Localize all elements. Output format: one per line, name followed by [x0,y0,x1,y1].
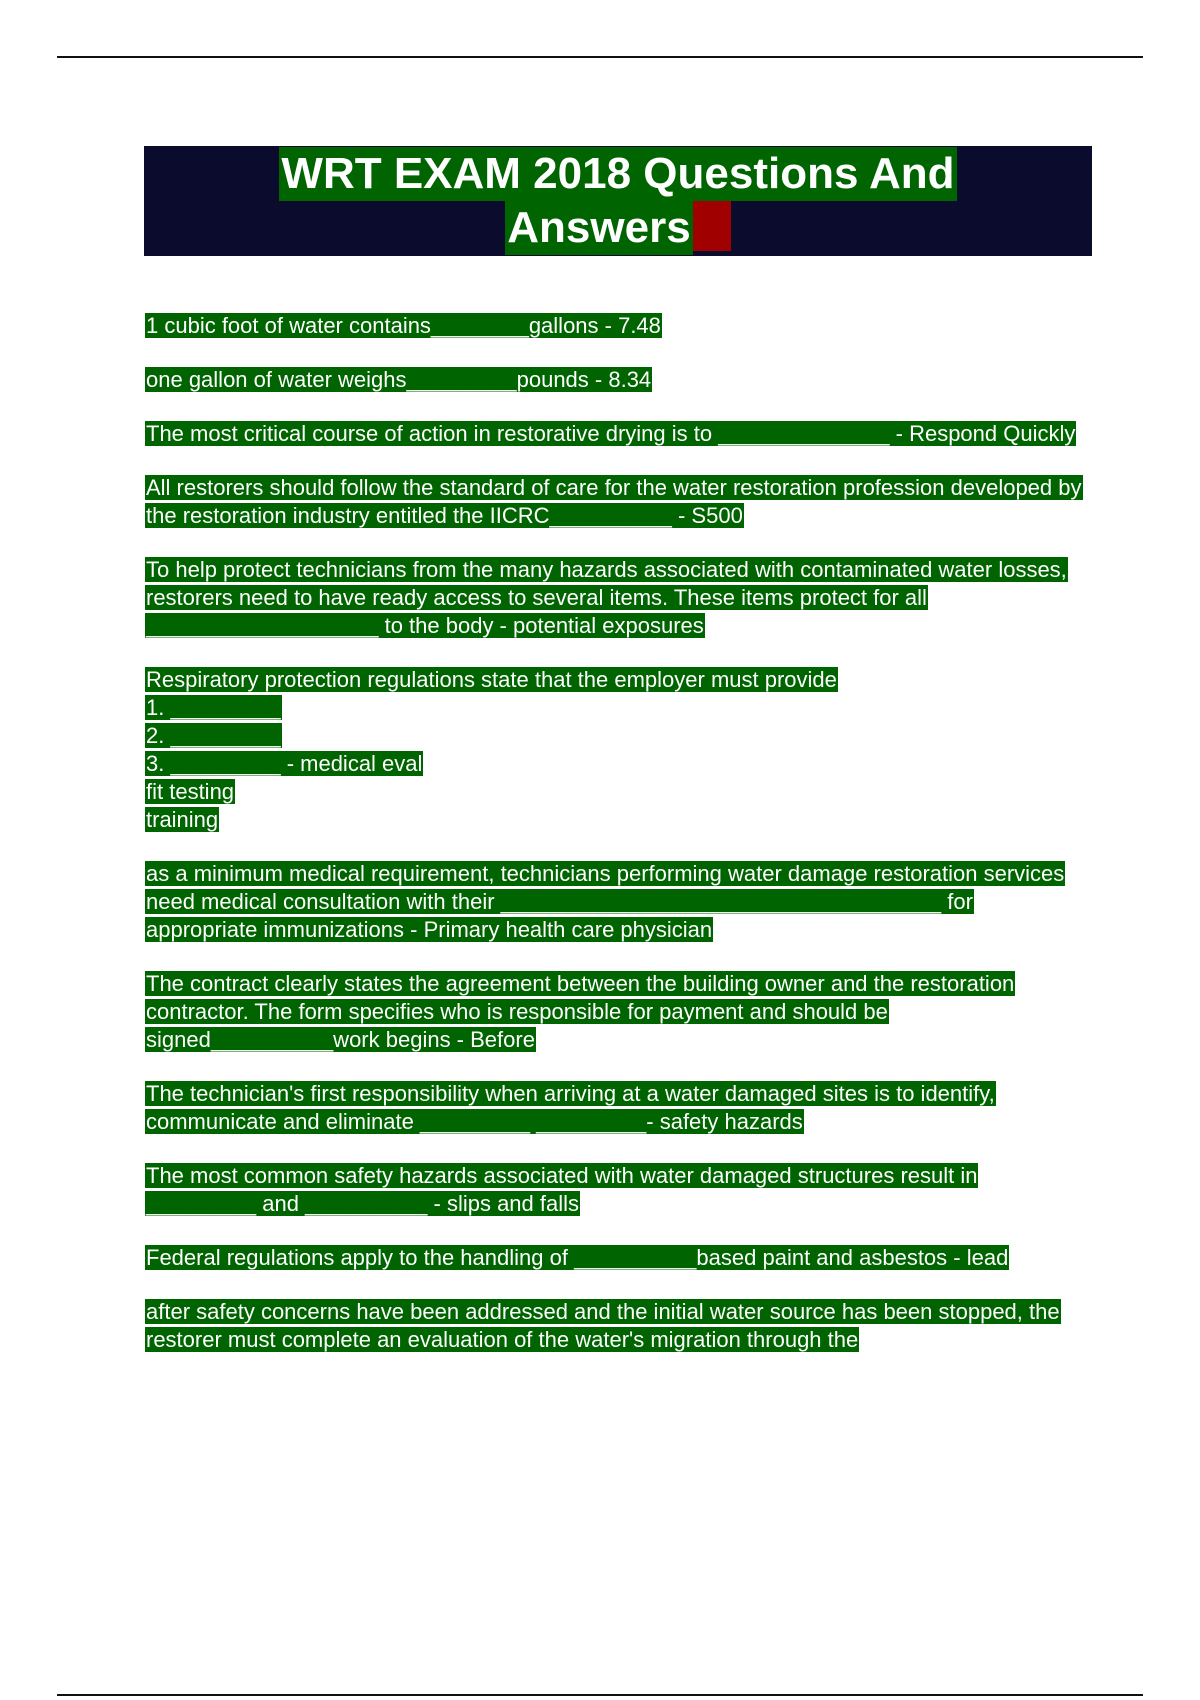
qa-item [145,366,1085,394]
page-title-line-2: Answers [505,201,692,255]
qa-item [145,474,1085,530]
page-title-line-2-wrap [505,201,730,255]
qa-item [145,1162,1085,1218]
qa-text: The technician's first responsibility when arriving at a water damaged sites is to identify, communicate and eliminate _________ _________- safety hazards [146,1081,995,1134]
qa-item [145,860,1085,944]
qa-item [145,420,1085,448]
qa-text: one gallon of water weighs_________pounds - 8.34 [146,367,652,392]
qa-text: The most common safety hazards associated with water damaged structures result in _________ and __________ - slips and falls [146,1163,978,1216]
top-rule [57,56,1143,58]
page-title-line-1: WRT EXAM 2018 Questions And [279,147,956,201]
qa-item [145,666,1085,834]
qa-text: To help protect technicians from the many hazards associated with contaminated water losses, restorers need to have ready access to several items. These items protect for all ___________________ to the body - potential exposures [146,557,1067,638]
bottom-rule [57,1694,1143,1696]
question-list [145,312,1085,1380]
qa-text: The contract clearly states the agreement between the building owner and the restoration contractor. The form specifies who is responsible for payment and should be signed__________work begins - Before [146,971,1015,1052]
qa-text: Federal regulations apply to the handling of __________based paint and asbestos - lead [146,1245,1009,1270]
qa-text: The most critical course of action in restorative drying is to ______________ - Respond Quickly [146,421,1076,446]
qa-text: All restorers should follow the standard of care for the water restoration profession developed by the restoration industry entitled the IICRC__________ - S500 [146,475,1082,528]
qa-text: as a minimum medical requirement, technicians performing water damage restoration services need medical consultation with their ____________________________________ for appropriate immunizations - Primary health care physician [146,861,1065,942]
qa-item [145,1080,1085,1136]
title-highlight-mark [693,201,731,251]
qa-item [145,556,1085,640]
qa-text: 1 cubic foot of water contains________gallons - 7.48 [146,313,661,338]
qa-text: Respiratory protection regulations state that the employer must provide 1. _________ 2. _________ 3. _________ - medical eval fit testing training [146,667,837,832]
qa-item [145,312,1085,340]
qa-item [145,1244,1085,1272]
title-banner [144,146,1092,256]
qa-item [145,1298,1085,1354]
qa-text: after safety concerns have been addressed and the initial water source has been stopped, the restorer must complete an evaluation of the water's migration through the [146,1299,1060,1352]
qa-item [145,970,1085,1054]
